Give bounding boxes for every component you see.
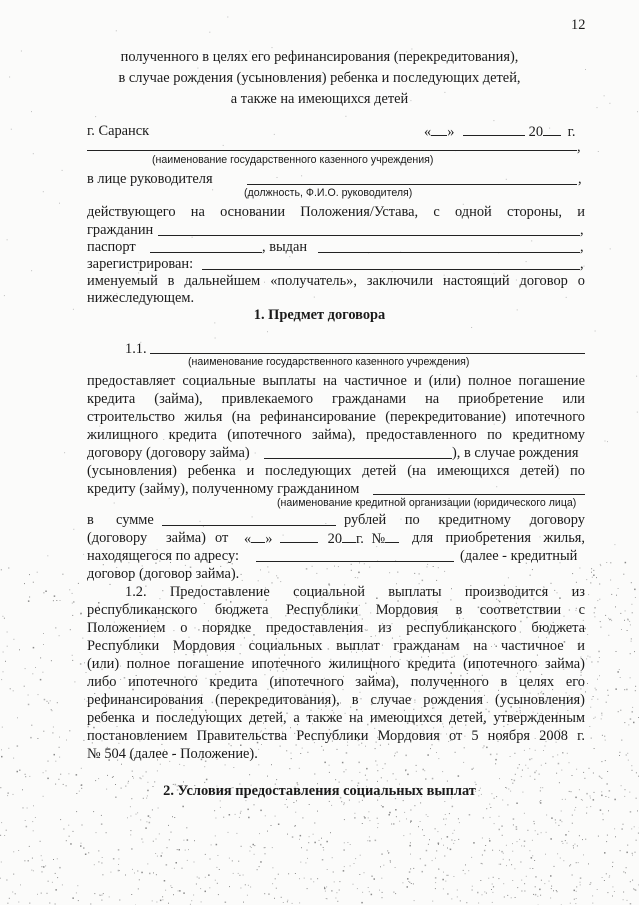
address-rest: (далее - кредитный (460, 548, 578, 564)
loan2-open: (договору (87, 530, 148, 546)
hint-creditor: (наименование кредитной организации (юридического лица) (277, 497, 577, 509)
comma: , (580, 239, 584, 255)
passport-blank (150, 252, 262, 253)
issued-blank (318, 252, 580, 253)
address-label: находящегося по адресу: (87, 548, 239, 564)
hint-position: (должность, Ф.И.О. руководителя) (244, 187, 413, 199)
clause-1-1-line-3: строительство жилья (на рефинансирование (перекредитование) ипотечного (87, 409, 585, 425)
clause-1-2-line-7: рефинансирования (перекредитования), в случае рождения (усыновления) (87, 692, 585, 708)
loan2-word: займа) (166, 530, 206, 546)
acting-line: действующего на основании Положения/Устава, с одной стороны, и (87, 204, 585, 220)
clause-1-2-line-8: ребенка и последующих детей, а также на имеющихся детей, утвержденным (87, 710, 585, 726)
clause-1-1-agency-blank (150, 353, 585, 354)
agency-blank (87, 150, 577, 151)
registered-blank (202, 269, 580, 270)
year-suffix: г. (567, 124, 576, 140)
loan2-rest: для приобретения жилья, (412, 530, 585, 546)
intro-line-2: в случае рождения (усыновления) ребенка и последующих детей, (118, 70, 521, 86)
hereinafter-line: именуемый в дальнейшем «получатель», заключили настоящий договор о (87, 273, 585, 289)
contract-date (424, 122, 576, 141)
clause-1-2-line-2: республиканского бюджета Республики Мордовия в соответствии с (87, 602, 585, 618)
comma: , (578, 171, 582, 187)
comma: , (580, 256, 584, 272)
citizen-label: гражданин (87, 222, 154, 238)
hint-agency: (наименование государственного казенного учреждения) (152, 154, 434, 166)
sum-blank (162, 525, 336, 526)
clause-1-1-line-2: кредита (займа), привлекаемого гражданами на приобретение или (87, 391, 585, 407)
month-blank (463, 122, 525, 136)
credit-label: кредиту (займу), полученному гражданином (87, 481, 360, 497)
representative-blank (247, 184, 577, 185)
citizen-blank (158, 235, 580, 236)
clause-1-2-line-5: (или) полное погашение ипотечного жилищного кредита (ипотечного займа) (87, 656, 585, 672)
year-prefix: 20 (528, 124, 544, 140)
issued-label: , выдан (262, 239, 308, 255)
representative-label: в лице руководителя (87, 171, 213, 187)
clause-1-2-line-6: либо ипотечного кредита (ипотечного займа), полученного в целях его (87, 674, 585, 690)
loan2-number-blank (385, 529, 399, 543)
loan2-day-blank (251, 529, 265, 543)
address-blank (256, 561, 454, 562)
intro-line-1: полученного в целях его рефинансирования (перекредитования), (120, 49, 519, 65)
date-quote-open: « (424, 124, 432, 140)
sum-label: сумме (116, 512, 154, 528)
clause-1-1-line-6: (усыновления) ребенка и последующих детей (на имеющихся детей) по (87, 463, 585, 479)
loan2-month-blank (280, 529, 318, 543)
intro-line-3: а также на имеющихся детей (230, 91, 409, 107)
sum-rest: рублей по кредитному договору (344, 512, 585, 528)
passport-label: паспорт (87, 239, 136, 255)
loan2-year-blank (342, 529, 356, 543)
hereinafter-end: нижеследующем. (87, 290, 195, 306)
loan2-from: от (215, 530, 229, 546)
loan2-date: « » 20 г. № (244, 529, 399, 548)
birth-text: ), в случае рождения (452, 445, 579, 461)
section-2-title: 2. Условия предоставления социальных выплат (163, 783, 476, 799)
hint-agency-2: (наименование государственного казенного учреждения) (188, 356, 470, 368)
loan-agreement-label: договору (договору займа) (87, 445, 250, 461)
clause-1-2-line-9: постановлением Правительства Республики Мордовия от 5 ноября 2008 г. (87, 728, 585, 744)
clause-1-2-line-4: Республики Мордовия социальных выплат гражданам на частичное и (87, 638, 585, 654)
date-quote-close: » (447, 124, 455, 140)
city: г. Саранск (87, 123, 150, 139)
loan-agreement-blank (264, 458, 452, 459)
clause-1-2-last: № 504 (далее - Положение). (87, 746, 258, 762)
creditor-blank (373, 494, 585, 495)
year-blank (543, 122, 561, 136)
page-number: 12 (571, 17, 586, 33)
loan-end: договор (договор займа). (87, 566, 240, 582)
clause-1-1-line-1: предоставляет социальные выплаты на частичное и (или) полное погашение (87, 373, 585, 389)
comma: , (577, 139, 581, 155)
comma: , (580, 222, 584, 238)
clause-1-2-line-3: Положением о порядке предоставления из республиканского бюджета (87, 620, 585, 636)
clause-1-2-line-1: 1.2. Предоставление социальной выплаты производится из (125, 584, 585, 600)
clause-1-1-number: 1.1. (125, 341, 147, 357)
clause-1-1-line-4: жилищного кредита (ипотечного займа), предоставленного по кредитному (87, 427, 585, 443)
day-blank (431, 122, 447, 136)
section-1-title: 1. Предмет договора (253, 307, 386, 323)
registered-label: зарегистрирован: (87, 256, 194, 272)
sum-in: в (87, 512, 94, 528)
